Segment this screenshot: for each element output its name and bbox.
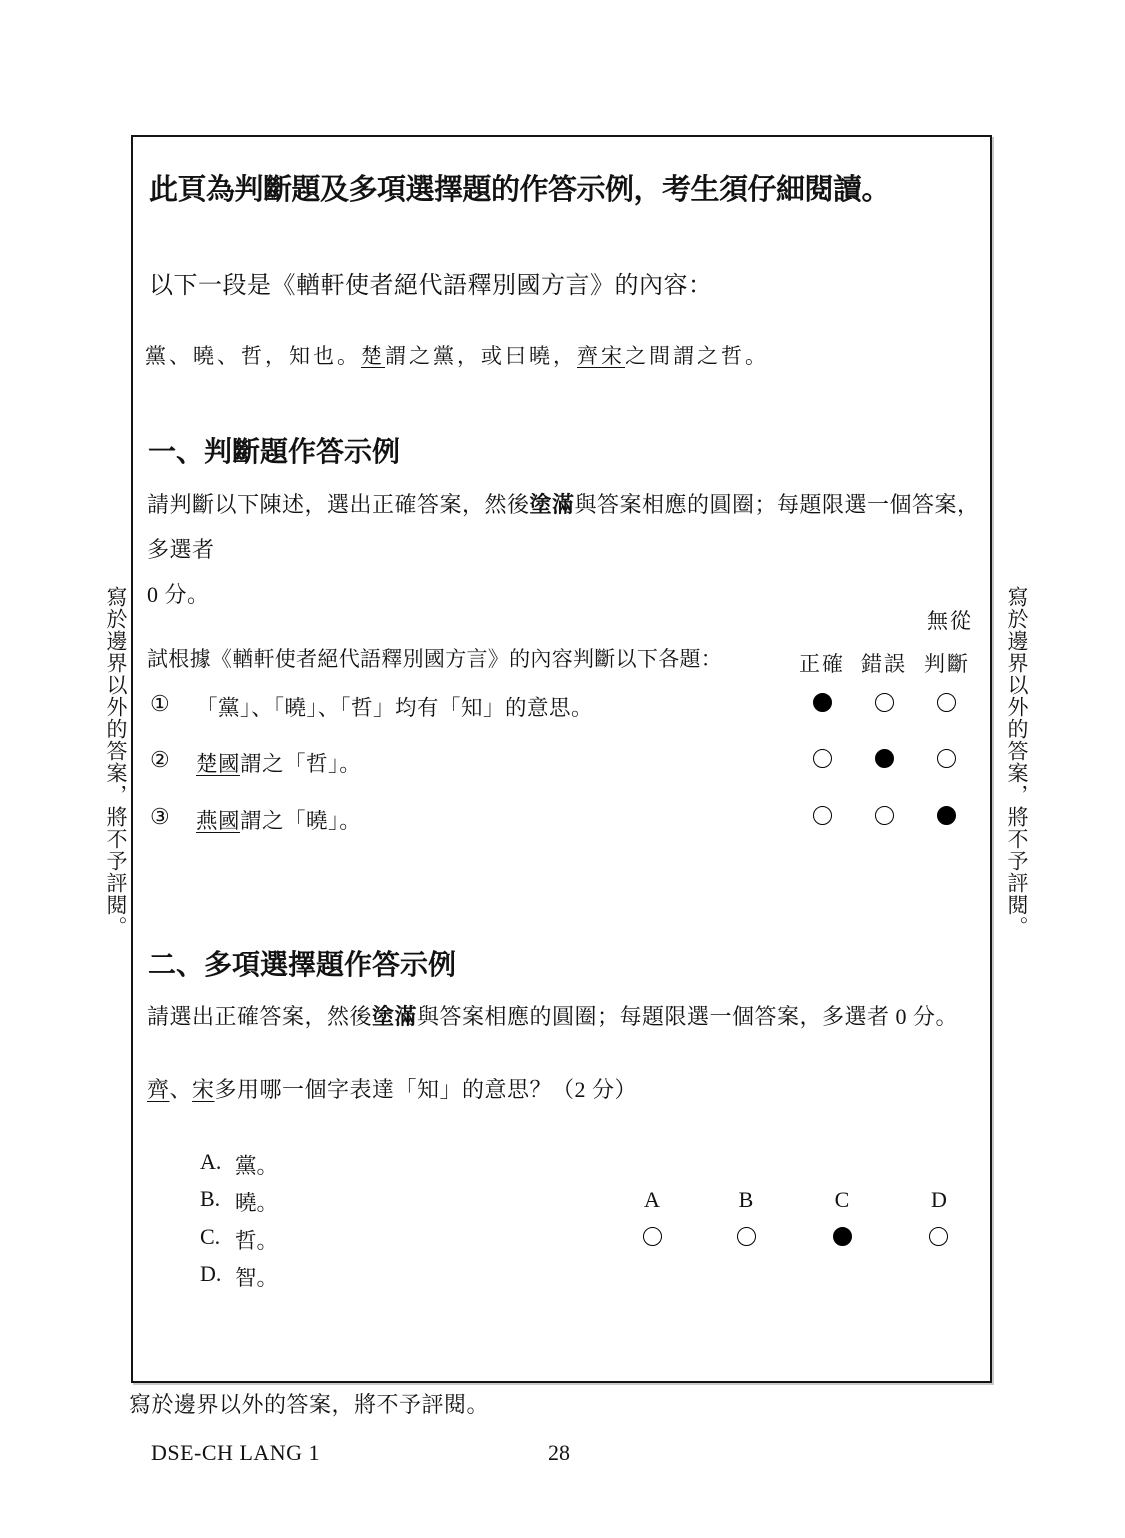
section-heading-mc: 二、多項選擇題作答示例 [148,949,457,980]
proper-noun-mark: 齊 [147,1077,170,1102]
mc-instruction [147,994,985,1039]
option-text: 曉。 [235,1191,279,1215]
mc-option-a [133,1149,990,1178]
question-part: 多用哪一個字表達「知」的意思？（2 分） [214,1077,638,1102]
margin-note-bottom: 寫於邊界以外的答案，將不予評閱。 [129,1392,490,1417]
instruction-part: 與答案相應的圓圈；每題限選一個答案，多選者 0 分。 [417,1004,959,1029]
option-label: C. [200,1224,221,1249]
column-header-na-top: 無從 [927,609,973,633]
judgment-row-3 [133,804,990,833]
answer-area-box [131,135,992,1383]
proper-noun-mark: 宋 [192,1077,215,1102]
item-number: ① [150,691,170,716]
page-number: 28 [548,1440,570,1465]
answer-bubble-d [929,1227,948,1246]
option-label: D. [200,1261,222,1286]
judgment-row-1 [133,691,990,720]
answer-bubble-correct [813,749,832,768]
option-text: 黨。 [235,1154,279,1178]
item-number: ② [150,747,170,772]
answer-bubble-wrong [875,806,894,825]
intro-line: 以下一段是《輶軒使者絕代語釋別國方言》的內容： [149,273,713,299]
mc-question [147,1073,637,1104]
instruction-part: 0 分。 [147,582,210,607]
answer-bubble-c [833,1227,852,1246]
mc-bubble-row [133,1225,990,1251]
section-heading-judgment: 一、判斷題作答示例 [148,436,401,467]
instruction-part: 請選出正確答案，然後 [147,1004,373,1029]
judgment-instruction [147,482,985,617]
answer-bubble-na [937,693,956,712]
answer-bubble-na [937,806,956,825]
instruction-part: 請判斷以下陳述，選出正確答案，然後 [147,492,530,517]
page-title: 此頁為判斷題及多項選擇題的作答示例，考生須仔細閱讀。 [149,174,891,206]
statement-text [196,747,361,778]
column-header-na-bottom: 判斷 [924,652,970,676]
statement-rest: 謂之「曉」。 [240,809,362,833]
answer-bubble-wrong [875,749,894,768]
classical-passage [145,340,769,370]
passage-part: 謂之黨，或曰曉， [385,344,577,368]
passage-part: 黨、曉、哲，知也。 [145,344,361,368]
answer-bubble-wrong [875,693,894,712]
bubble-label-d: D [931,1187,947,1212]
statement-text [196,691,593,722]
option-text: 智。 [235,1266,279,1290]
judgment-prompt: 試根據《輶軒使者絕代語釋別國方言》的內容判斷以下各題： [147,647,723,671]
instruction-part: 與答案相應的圓圈；每題限選一個答案，多選者 [147,492,980,562]
fill-bubble-emphasis: 塗滿 [372,1004,418,1029]
paper-code: DSE-CH LANG 1 [151,1440,321,1465]
column-header-correct: 正確 [799,652,845,676]
item-number: ③ [150,804,170,829]
proper-noun-mark: 楚國 [196,752,241,776]
answer-bubble-a [643,1227,662,1246]
bubble-label-b: B [738,1187,754,1212]
passage-part: 之間謂之哲。 [625,344,769,368]
statement-rest: 謂之「哲」。 [240,752,362,776]
option-label: A. [200,1149,222,1174]
margin-note-left: 寫於邊界以外的答案，將不予評閱。 [104,586,128,938]
statement-text [196,804,361,835]
option-label: B. [200,1186,221,1211]
statement-rest: 「黨」、「曉」、「哲」均有「知」的意思。 [196,696,594,720]
proper-noun-mark: 燕國 [196,809,241,833]
answer-bubble-correct [813,693,832,712]
fill-bubble-emphasis: 塗滿 [529,492,575,517]
question-part: 、 [169,1077,193,1102]
answer-bubble-correct [813,806,832,825]
proper-noun-mark: 楚 [361,344,385,368]
mc-bubble-labels [133,1187,990,1213]
option-text: 哲。 [235,1229,279,1253]
margin-note-right: 寫於邊界以外的答案，將不予評閱。 [1005,586,1029,938]
answer-bubble-na [937,749,956,768]
proper-noun-mark: 齊宋 [577,344,625,368]
mc-option-d [133,1261,990,1290]
bubble-label-a: A [644,1187,660,1212]
bubble-label-c: C [834,1187,850,1212]
column-header-wrong: 錯誤 [861,652,907,676]
answer-bubble-b [737,1227,756,1246]
judgment-row-2 [133,747,990,776]
